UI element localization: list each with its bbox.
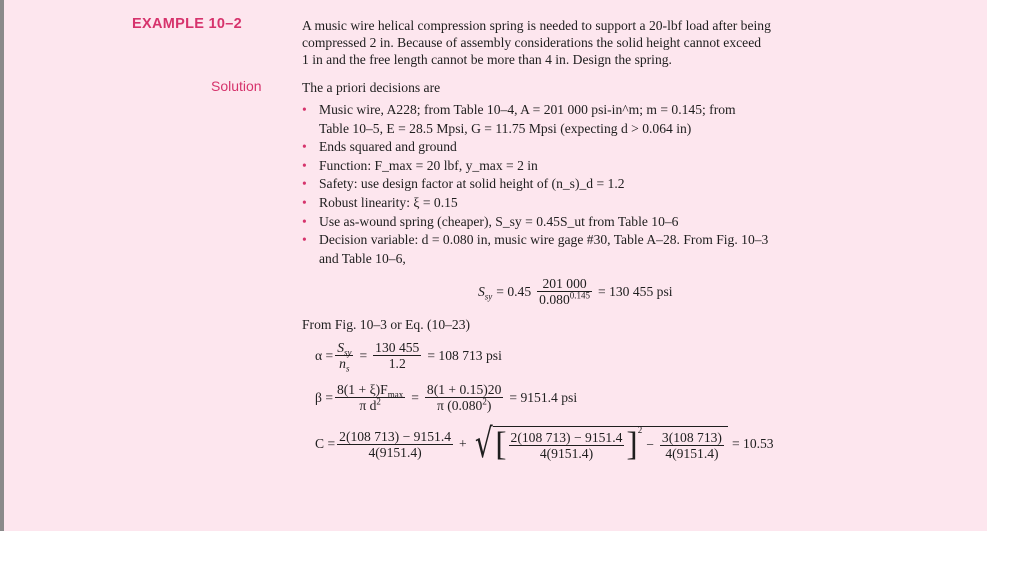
c-fraction-3: $\frac{3(108 713)}{4(9151.4)}$ <box>661 429 722 461</box>
list-item: • Safety: use design factor at solid height of (n_s)_d = 1.2 <box>302 175 768 194</box>
bullet-icon: • <box>302 232 307 248</box>
ssy-equation: $S_{sy}$ = 0.45 $\frac{201 000}{0.080^{0.145}}$ = 130 455 psi <box>478 276 673 307</box>
alpha-fraction-numeric: $\frac{130 455}{1.2}$ <box>375 340 420 371</box>
c-fraction-2: $\frac{2(108 713) - 9151.4}{4(9151.4)}$ <box>510 429 623 461</box>
ssy-fraction: $\frac{201 000}{0.080^{0.145}}$ <box>539 276 590 307</box>
problem-line: A music wire helical compression spring is needed to support a 20-lbf load after being <box>302 18 771 33</box>
bullet-icon: • <box>302 194 307 210</box>
list-item: • Use as-wound spring (cheaper), S_sy = 0.45S_ut from Table 10–6 <box>302 213 768 232</box>
c-fraction-1: $\frac{2(108 713) - 9151.4}{4(9151.4)}$ <box>339 428 452 460</box>
list-item: • Ends squared and ground <box>302 138 768 157</box>
radical-sign-icon: √ <box>474 421 493 467</box>
alpha-fraction-symbolic: $\frac{S_{sy}}{n_s}$ <box>337 340 352 374</box>
list-item: • Music wire, A228; from Table 10–4, A = 201 000 psi-in^m; m = 0.145; from Table 10–5, E = 28.5 Mpsi, G = 11.75 Mpsi (expecting d > 0.064 in) <box>302 102 736 136</box>
solution-label: Solution <box>211 78 262 94</box>
list-item: • Function: F_max = 20 lbf, y_max = 2 in <box>302 157 768 176</box>
left-border <box>0 0 4 531</box>
list-item: • Robust linearity: ξ = 0.15 <box>302 194 768 213</box>
alpha-equation: α = $\frac{S_{sy}}{n_s}$ = $\frac{130 455}{1.2}$ = 108 713 psi <box>315 340 502 374</box>
from-fig-text: From Fig. 10–3 or Eq. (10–23) <box>302 317 471 332</box>
square-root: √ [ $\frac{2(108 713) - 9151.4}{4(9151.4)}$ ] 2 − $\frac{3(108 713)}{4(9151.4)}$ <box>471 424 728 464</box>
problem-line: compressed 2 in. Because of assembly considerations the solid height cannot exceed <box>302 35 762 50</box>
bullet-icon: • <box>302 213 307 229</box>
solution-intro: The a priori decisions are <box>302 80 441 95</box>
bullet-icon: • <box>302 176 307 192</box>
list-item: • Decision variable: d = 0.080 in, music wire gage #30, Table A–28. From Fig. 10–3 and Table 10–6, <box>302 232 769 266</box>
c-equation: C = $\frac{2(108 713) - 9151.4}{4(9151.4)}$ + √ [ $\frac{2(108 713) - 9151.4}{4(9151.4)}$ ] 2 − $\frac{3(108 713)}{4(9151.4)}$ = 10.53 <box>315 421 774 467</box>
beta-fraction-numeric: $\frac{8(1 + 0.15)20}{\pi (0.080^2)}$ <box>426 382 502 413</box>
problem-statement <box>302 17 771 68</box>
decision-list <box>302 101 768 268</box>
beta-equation: β = $\frac{8(1 + \xi)F_{max}}{\pi d^2}$ = $\frac{8(1 + 0.15)20}{\pi (0.080^2)}$ = 9151.4 psi <box>315 382 578 413</box>
problem-line: 1 in and the free length cannot be more than 4 in. Design the spring. <box>302 52 672 67</box>
bullet-icon: • <box>302 157 307 173</box>
bullet-icon: • <box>302 102 307 117</box>
beta-fraction-symbolic: $\frac{8(1 + \xi)F_{max}}{\pi d^2}$ <box>336 382 404 413</box>
bullet-icon: • <box>302 139 307 155</box>
example-label: EXAMPLE 10–2 <box>132 16 242 32</box>
